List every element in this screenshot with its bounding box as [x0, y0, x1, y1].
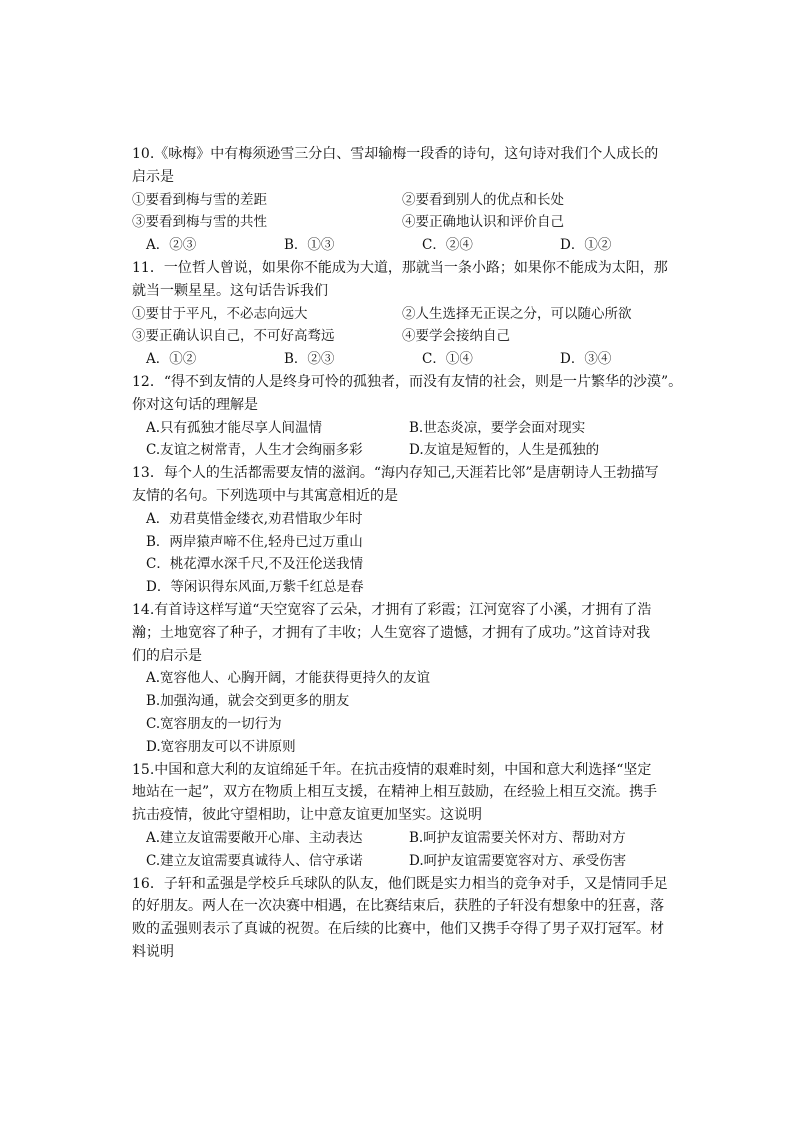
choice-b: B．两岸猿声啼不住,轻舟已过万重山 — [146, 533, 363, 550]
choice-c: C．②④ — [422, 237, 473, 254]
statement: ②人生选择无正误之分，可以随心所欲 — [402, 305, 632, 322]
statement-row — [132, 211, 672, 234]
choice-row — [132, 348, 672, 371]
question-stem: 16．子轩和孟强是学校乒乓球队的队友，他们既是实力相当的竞争对手，又是情同手足 — [132, 875, 668, 892]
statement: ③要看到梅与雪的共性 — [132, 214, 267, 231]
question-11 — [132, 257, 672, 371]
question-stem: 14.有首诗这样写道“天空宽容了云朵，才拥有了彩霞；江河宽容了小溪，才拥有了浩 — [132, 601, 652, 618]
statement: ④要正确地认识和评价自己 — [402, 214, 564, 231]
statement: ④要学会接纳自己 — [402, 328, 510, 345]
choice-a: A.只有孤独才能尽享人间温情 — [146, 419, 323, 436]
statement: ①要看到梅与雪的差距 — [132, 191, 267, 208]
choice-a: A.宽容他人、心胸开阔，才能获得更持久的友谊 — [146, 670, 431, 687]
question-stem: 启示是 — [132, 168, 174, 185]
choice-d: D．①② — [560, 237, 612, 254]
question-stem: 就当一颗星星。这句话告诉我们 — [132, 282, 328, 299]
question-15 — [132, 759, 672, 873]
choice-row — [132, 439, 672, 462]
question-14 — [132, 599, 672, 759]
statement: ②要看到别人的优点和长处 — [402, 191, 564, 208]
choice-b: B．②③ — [284, 351, 335, 368]
choice-b: B．①③ — [284, 237, 335, 254]
question-12 — [132, 371, 683, 462]
statement-row — [132, 189, 672, 212]
choice-b: B.世态炎凉，要学会面对现实 — [409, 419, 586, 436]
question-stem: 15.中国和意大利的友谊绵延千年。在抗击疫情的艰难时刻，中国和意大利选择“坚定 — [132, 761, 652, 778]
question-stem: 你对这句话的理解是 — [132, 396, 258, 413]
question-stem: 料说明 — [132, 943, 174, 960]
choice-b: B.加强沟通，就会交到更多的朋友 — [146, 693, 350, 710]
choice-row — [132, 417, 672, 440]
statement: ③要正确认识自己，不可好高骛远 — [132, 328, 335, 345]
question-10 — [132, 143, 672, 257]
question-stem: 13．每个人的生活都需要友情的滋润。“海内存知己,天涯若比邻”是唐朝诗人王勃描写 — [132, 465, 659, 482]
question-stem: 瀚；土地宽容了种子，才拥有了丰收；人生宽容了遗憾，才拥有了成功。”这首诗对我 — [132, 624, 651, 641]
question-stem: 败的孟强则表示了真诚的祝贺。在后续的比赛中，他们又携手夺得了男子双打冠军。材 — [132, 921, 664, 938]
question-stem: 10.《咏梅》中有梅须逊雪三分白、雪却输梅一段香的诗句，这句诗对我们个人成长的 — [132, 146, 659, 162]
question-stem: 友情的名句。下列选项中与其寓意相近的是 — [132, 487, 398, 504]
exam-page — [132, 143, 683, 964]
statement: ①要甘于平凡，不必志向远大 — [132, 305, 308, 322]
question-stem: 12．“得不到友情的人是终身可怜的孤独者，而没有友情的社会，则是一片繁华的沙漠”。 — [132, 373, 683, 390]
choice-a: A．②③ — [146, 237, 197, 254]
choice-row — [132, 827, 672, 850]
choice-c: C.建立友谊需要真诚待人、信守承诺 — [146, 852, 363, 869]
choice-d: D．等闲识得东风面,万紫千红总是春 — [146, 579, 364, 596]
choice-c: C.宽容朋友的一切行为 — [146, 715, 282, 732]
question-stem: 们的启示是 — [132, 647, 202, 664]
question-stem: 地站在一起”，双方在物质上相互支援，在精神上相互鼓励，在经验上相互交流。携手 — [132, 784, 658, 801]
choice-a: A．劝君莫惜金缕衣,劝君惜取少年时 — [146, 510, 363, 527]
statement-row — [132, 303, 672, 326]
question-16 — [132, 873, 672, 964]
choice-d: D.宽容朋友可以不讲原则 — [146, 738, 296, 755]
choice-d: D.友谊是短暂的，人生是孤独的 — [409, 442, 600, 459]
choice-b: B.呵护友谊需要关怀对方、帮助对方 — [409, 829, 626, 846]
choice-c: C．①④ — [422, 351, 473, 368]
question-stem: 抗击疫情，彼此守望相助，让中意友谊更加坚实。这说明 — [132, 807, 482, 824]
question-stem: 的好朋友。两人在一次决赛中相遇，在比赛结束后，获胜的子轩没有想象中的狂喜，落 — [132, 898, 664, 915]
choice-a: A．①② — [146, 351, 197, 368]
choice-d: D.呵护友谊需要宽容对方、承受伤害 — [409, 852, 627, 869]
choice-d: D．③④ — [560, 351, 612, 368]
choice-row — [132, 850, 672, 873]
statement-row — [132, 325, 672, 348]
choice-row — [132, 234, 672, 257]
choice-c: C．桃花潭水深千尺,不及汪伦送我情 — [146, 556, 364, 573]
choice-c: C.友谊之树常青，人生才会绚丽多彩 — [146, 442, 363, 459]
question-stem: 11．一位哲人曾说，如果你不能成为大道，那就当一条小路；如果你不能成为太阳，那 — [132, 259, 668, 276]
question-13 — [132, 462, 672, 599]
choice-a: A.建立友谊需要敞开心扉、主动表达 — [146, 829, 363, 846]
